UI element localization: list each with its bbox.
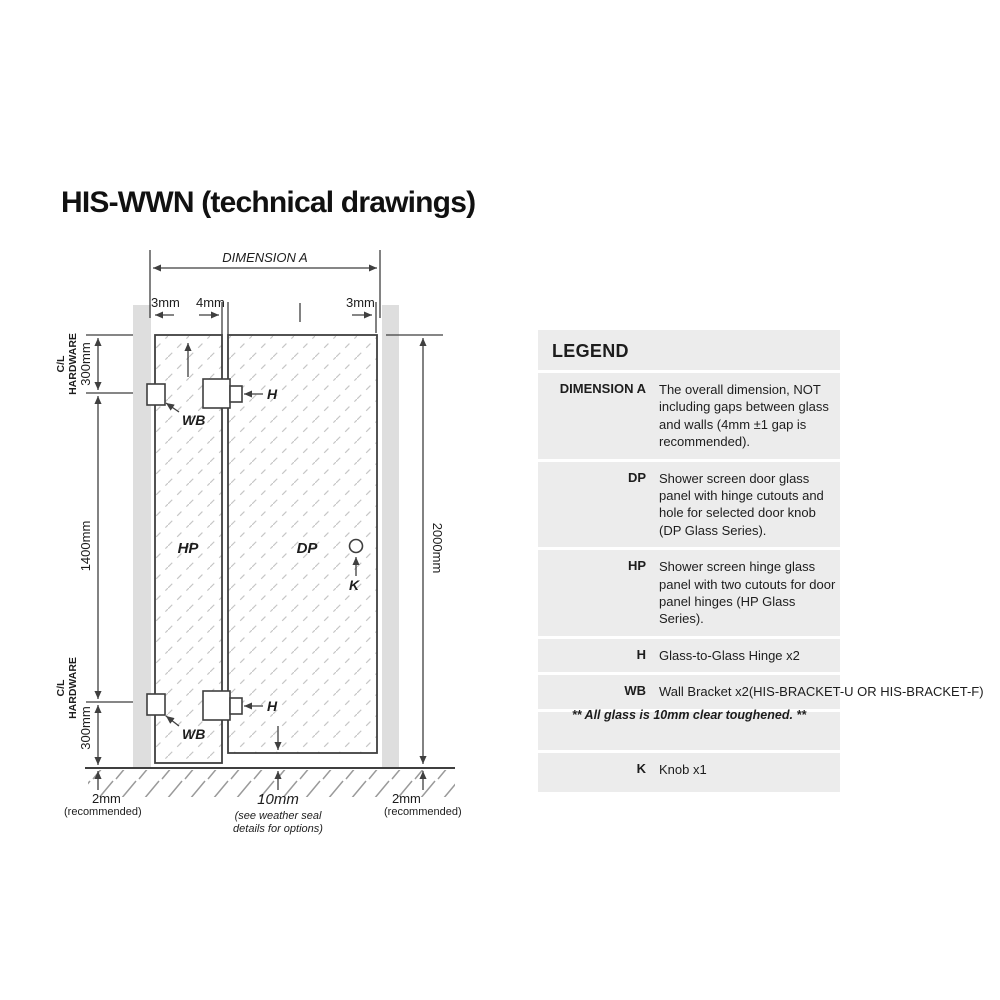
- legend-header: LEGEND: [538, 330, 840, 373]
- legend-desc: Glass-to-Glass Hinge x2: [659, 647, 800, 663]
- legend-row: [538, 373, 840, 462]
- legend-desc: The overall dimension, NOT including gaps between glass and walls (4mm ±1 gap is recommended).: [659, 382, 829, 450]
- cl-hardware-top-line2: HARDWARE: [67, 333, 79, 395]
- legend-row: [538, 639, 840, 675]
- dimension-a-label: DIMENSION A: [222, 250, 308, 265]
- legend-desc: Knob x1: [659, 761, 707, 777]
- top-gap-dimensions: [151, 295, 375, 315]
- dim-1400mm-label: 1400mm: [78, 520, 93, 572]
- gap-3mm-left-label: 3mm: [151, 295, 180, 310]
- legend-footnote: ** All glass is 10mm clear toughened. **: [571, 708, 807, 722]
- floor-gap-right-label: 2mm: [392, 791, 421, 806]
- legend-desc: [659, 720, 839, 742]
- legend-term: DIMENSION A: [559, 381, 646, 396]
- hinge-bottom-label: H: [267, 698, 278, 714]
- floor-gap-left-label: 2mm: [92, 791, 121, 806]
- gap-4mm-label: 4mm: [196, 295, 225, 310]
- dim-300mm-bottom-label: 300mm: [78, 706, 93, 750]
- legend-panel: [538, 330, 984, 792]
- right-dimension: [423, 338, 445, 790]
- left-dimension-labels: [55, 333, 93, 750]
- legend-row: [538, 462, 840, 551]
- legend-term: [550, 720, 646, 742]
- legend-term: HP: [627, 558, 646, 574]
- dim-300mm-top-label: 300mm: [78, 342, 93, 386]
- page-title: HIS-WWN (technical drawings): [61, 186, 476, 219]
- wall-bracket-bottom-label: WB: [182, 726, 206, 742]
- wall-bracket-top-label: WB: [182, 412, 206, 428]
- legend-row: [538, 753, 840, 786]
- cl-hardware-bottom-line1: C/L: [55, 679, 67, 697]
- dimension-a: [153, 250, 377, 268]
- floor-gap-mid-label: 10mm: [257, 791, 299, 808]
- legend-term: DP: [627, 469, 646, 485]
- legend-term: K: [636, 760, 646, 776]
- floor-gap-mid-note1: (see weather seal: [234, 810, 322, 822]
- cl-hardware-bottom-line2: HARDWARE: [67, 657, 79, 719]
- hp-panel-label: HP: [177, 540, 199, 557]
- floor-gap-mid-note2: details for options): [233, 823, 323, 835]
- floor-gap-right-note: (recommended): [384, 806, 462, 818]
- legend-desc: Shower screen hinge glass panel with two cutouts for door panel hinges (HP Glass Series).: [659, 559, 836, 627]
- legend-term: WB: [624, 683, 646, 699]
- cl-hardware-top-line1: C/L: [55, 355, 67, 373]
- legend-row: [538, 675, 984, 711]
- wall-right: [382, 305, 399, 768]
- legend-desc: Shower screen door glass panel with hinge cutouts and hole for selected door knob (DP Glass Series).: [659, 470, 824, 538]
- gap-3mm-right-label: 3mm: [346, 295, 375, 310]
- knob-label: K: [348, 577, 360, 593]
- floor-gap-left-note: (recommended): [64, 806, 142, 818]
- dim-2000mm-label: 2000mm: [430, 522, 445, 574]
- dp-panel-label: DP: [296, 540, 318, 557]
- bottom-gap-labels: [64, 791, 462, 835]
- legend-row: [538, 550, 840, 639]
- legend-desc: Wall Bracket x2(HIS-BRACKET-U OR HIS-BRACKET-F): [659, 684, 984, 700]
- hinge-top-label: H: [267, 386, 278, 402]
- legend-term: H: [636, 646, 646, 662]
